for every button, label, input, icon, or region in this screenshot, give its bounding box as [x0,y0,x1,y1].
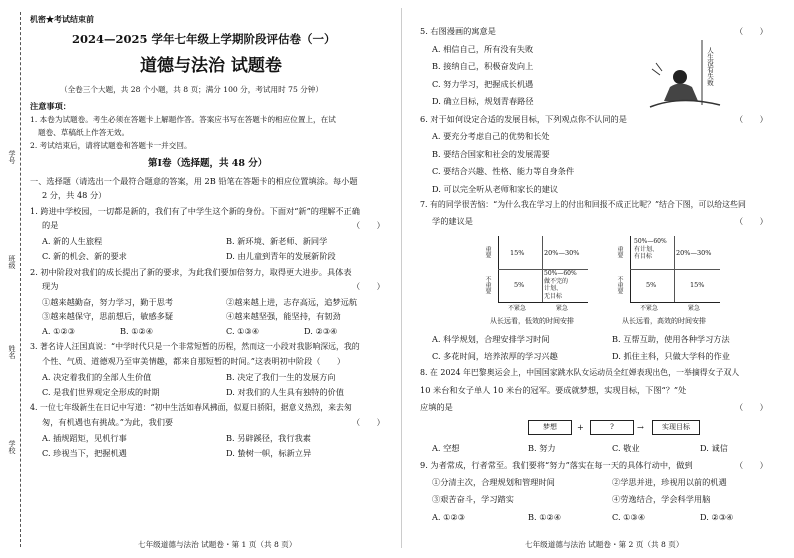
q9-answer-paren: （ ） [735,460,768,470]
left-footer: 七年级道德与法治 试题卷・第 1 页（共 8 页） [138,540,297,549]
chart2-cell-1: 50%—60% 有计划、 有目标 [634,238,667,260]
q9-item-1: ①分清主次，合理规划和管理时间 [432,477,555,487]
q7-option-c: C. 多花时间，培养浓厚的学习兴趣 [432,351,558,361]
q2-item-3: ③越来越保守，思前想后，敏感多疑 [42,311,174,321]
q9-item-4: ④劳逸结合，学会科学用脑 [612,494,711,504]
q5-option-b: B. 接纳自己，积极奋发向上 [432,61,534,71]
q8-stem-cont: 10 米台和女子单人 10 米台的冠军。要成就梦想，实现目标，下图“？”处 [420,385,687,395]
notice-1-cont: 题卷、草稿纸上作答无效。 [38,128,130,137]
chart2-x-axis [630,302,720,303]
q5-answer-paren: （ ） [735,26,768,36]
q9-option-b: B. ①②④ [528,512,562,522]
q1-stem: 1. 跨进中学校园，一切都是新的，我们有了中学生这个新的身份。下面对“新”的理解不正确 [30,206,360,216]
part1-instructions-cont: 2 分，共 48 分） [42,190,107,200]
notice-title: 注意事项： [30,101,71,111]
binding-line [20,12,21,547]
q9-stem: 9. 为者常成，行者常至。我们要将“努力”落实在每一天的具体行动中，做到 [420,460,693,470]
q6-option-a: A. 要充分考虑自己的优势和长处 [432,131,550,141]
quadrant-chart-efficient [612,234,722,324]
q1-option-b: B. 新环境、新老师、新同学 [226,236,328,246]
q3-stem: 3. 著名诗人汪国真说：“中学时代只是一个非常短暂的历程，然而这一小段对我影响深远，我的 [30,342,360,351]
q3-option-d: D. 对我们的人生具有独特的价值 [226,387,344,397]
q8-box-goal: 实现目标 [652,420,700,435]
chart1-cell-2: 20%—30% [544,249,580,257]
right-footer: 七年级道德与法治 试题卷・第 2 页（共 8 页） [525,540,684,549]
chart2-xlabel-urgent: 紧急 [688,305,701,312]
q4-option-d: D. 蛰树一帜，标新立异 [226,448,312,458]
q9-item-2: ②学思并进，珍视用以前的机遇 [612,477,727,487]
q8-stem: 8. 在 2024 年巴黎奥运会上，中国国家跳水队女运动员全红婵表现出色，一举摘得女子双人 [420,368,740,377]
q3-option-a: A. 决定着我们的全部人生价值 [42,372,152,382]
q6-option-b: B. 要结合国家和社会的发展需要 [432,149,550,159]
q6-option-c: C. 要结合兴趣、性格、能力等自身条件 [432,166,575,176]
q7-stem: 7. 有的同学很苦恼：“为什么我在学习上的付出和回报不成正比呢？”结合下图，可以给这些同 [420,200,746,209]
q8-stem-cont2: 应填的是 [420,402,453,412]
q5-option-a: A. 相信自己，所有没有失败 [432,44,534,54]
secret-mark: 机密★考试结束前 [30,14,94,24]
section-title: 第Ⅰ卷（选择题，共 48 分） [148,158,268,169]
q1-option-a: A. 新的人生旅程 [42,236,103,246]
binding-label-school: 学校 [8,440,16,454]
q4-stem-cont: 匆，有机遇也有挑战。”为此，我们要 [42,417,174,427]
chart1-cell-4: 50%—60% 做不完的 计划、 无目标 [544,270,577,300]
q2-answer-paren: （ ） [352,281,385,291]
q4-option-a: A. 插规蹈矩，见机行事 [42,433,127,443]
q2-option-a: A. ①②③ [42,326,76,336]
q2-item-2: ②越来越上进，志存高远，追梦远航 [226,297,358,307]
q2-stem: 2. 初中阶段对我们的成长提出了新的要求，为此我们要加倍努力，取得更大进步。具体表 [30,267,352,277]
part1-instructions: 一、选择题（请选出一个最符合题意的答案，用 2B 铅笔在答题卡的相应位置填涂。每小题 [30,176,358,186]
q9-option-a: A. ①②③ [432,512,466,522]
q4-answer-paren: （ ） [352,417,385,427]
q1-stem-cont: 的是 [42,220,59,230]
chart1-x-axis [498,302,588,303]
q9-option-d: D. ②③④ [700,512,734,522]
q7-option-d: D. 抓住主科，只做大学科的作业 [612,351,730,361]
chart2-cell-4: 15% [690,281,705,289]
chart1-ylabel-unimportant: 不重要 [484,276,491,294]
chart1-caption: 从长远看，低效的时间安排 [490,317,574,325]
q8-option-c: C. 敬业 [612,443,640,453]
q2-option-d: D. ②③④ [304,326,338,336]
q9-item-3: ③艰苦奋斗，学习踏实 [432,494,514,504]
q3-stem-cont: 个性、气质、道德观乃至审美情趣，都来自那短暂的时间。”这表明初中阶段（ ） [42,356,346,366]
q6-option-d: D. 可以完全听从老师和家长的建议 [432,184,559,194]
q2-item-4: ④越来越坚强，能坚持，有韧劲 [226,311,341,321]
chart2-xlabel-noturgent: 不紧急 [640,305,659,312]
notice-2: 2. 考试结束后，请将试题卷和答题卡一并交回。 [30,141,192,150]
chart2-v-divider [674,236,675,302]
q7-option-b: B. 互帮互助，使用各种学习方法 [612,334,730,344]
chart1-cell-3: 5% [514,281,525,289]
chart2-cell-2: 20%—30% [676,249,712,257]
q8-option-b: B. 努力 [528,443,556,453]
chart2-ylabel-unimportant: 不重要 [616,276,623,294]
q1-option-c: C. 新的机会、新的要求 [42,251,127,261]
quadrant-chart-inefficient [480,234,590,324]
chart1-xlabel-urgent: 紧急 [556,305,569,312]
cartoon-caption: 人生没有失败 [706,47,714,86]
chart2-cell-3: 5% [646,281,657,289]
q2-item-1: ①越来越勤奋，努力学习，勤于思考 [42,297,174,307]
q3-option-b: B. 决定了我们一生的发展方向 [226,372,336,382]
q8-box-dream: 梦想 [528,420,572,435]
q7-option-a: A. 科学规划，合理安排学习时间 [432,334,550,344]
q6-stem: 6. 对于如何设定合适的发展目标，下列观点你不认同的是 [420,114,627,124]
q8-answer-paren: （ ） [735,402,768,412]
q4-stem: 4. 一位七年级新生在日记中写道：“初中生活如春风拂面，似夏日骄阳，据意义热烈，来去匆 [30,403,352,412]
q7-answer-paren: （ ） [735,216,768,226]
chart2-ylabel-important: 重要 [616,246,623,258]
q8-option-d: D. 诚信 [700,443,728,453]
chart1-ylabel-important: 重要 [484,246,491,258]
binding-label-class: 班级 [8,255,16,269]
q8-plus-sign: + [577,422,584,432]
q4-option-b: B. 另辟蹊径，我行我素 [226,433,311,443]
page-divider [401,8,402,548]
q3-option-c: C. 是我们世界观定全形成的时期 [42,387,160,397]
q2-option-b: B. ①②④ [120,326,154,336]
binding-label-id: 学号 [8,150,16,164]
q4-option-c: C. 珍视当下，把握机遇 [42,448,127,458]
q7-stem-cont: 学的建议是 [432,216,473,226]
q5-option-c: C. 努力学习，把握成长机遇 [432,79,534,89]
subject-title: 道德与法治 试题卷 [140,56,282,76]
exam-title: 2024—2025 学年七年级上学期阶段评估卷（一） [72,32,336,46]
exam-info: （全卷三个大题，共 28 个小题，共 8 页；满分 100 分，考试用时 75 分钟） [60,85,323,94]
q8-option-a: A. 空想 [432,443,460,453]
cartoon-illustration [640,35,730,120]
chart2-h-divider [630,269,720,270]
chart1-cell-1: 15% [510,249,525,257]
q9-option-c: C. ①③④ [612,512,646,522]
q6-answer-paren: （ ） [735,114,768,124]
q5-option-d: D. 确立目标，规划青春路径 [432,96,534,106]
binding-label-name: 姓名 [8,345,16,359]
chart2-caption: 从长远看，高效的时间安排 [622,317,706,325]
chart1-v-divider [542,236,543,302]
q8-arrow: → [637,422,644,432]
notice-1: 1. 本卷为试题卷。考生必须在答题卡上解题作答。答案应书写在答题卡的相应位置上，在试 [30,115,336,124]
q2-stem-cont: 现为 [42,281,59,291]
chart1-xlabel-noturgent: 不紧急 [508,305,527,312]
q5-stem: 5. 右图漫画的寓意是 [420,26,496,36]
q2-option-c: C. ①③④ [226,326,260,336]
q1-option-d: D. 由儿童到青年的发展新阶段 [226,251,336,261]
q8-box-blank: ? [590,420,634,435]
q1-answer-paren: （ ） [352,220,385,230]
